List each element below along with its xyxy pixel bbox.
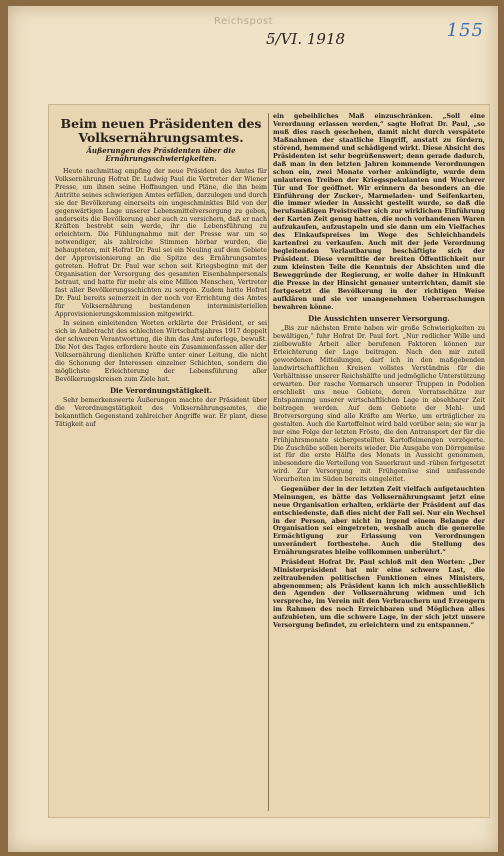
paragraph: Sehr bemerkenswerte Äußerungen machte der Präsident über die Verordnungstätigkeit des Volksernährungsamtes, die bekanntlich Gegenstand zahlreicher Angriffe war. Er plant, diese Tätigkeit auf — [55, 397, 267, 429]
handwritten-date: 5/VI. 1918 — [266, 30, 346, 48]
archive-sheet — [8, 6, 498, 852]
article-subheadline: Äußerungen des Präsidenten über die Ernährungsschwierigkeiten. — [86, 146, 236, 164]
article-headline: Beim neuen Präsidenten des Volksernährungsamtes. — [60, 116, 262, 145]
right-column — [273, 113, 485, 813]
section-heading: Die Aussichten unserer Versorgung. — [308, 313, 450, 323]
archive-number: 155 — [446, 20, 484, 41]
paragraph: „Bis zur nächsten Ernte haben wir große Schwierigkeiten zu bewältigen,“ fuhr Hofrat Dr. Paul fort. „Nur redlicher Wille und zielbewußte Arbeit aller berufenen Faktoren können zur Erleichterung der Lage beitragen. Nach den mir zuteil gewordenen Mitteilungen, darf ich in den maßgebenden landwirtschaftlichen Kreisen vollstes Verständnis für die Verhältnisse unserer Reichshälfte und jedmögliche Unterstützung erwarten. Der rasche Vormarsch unserer Truppen in Podolien erschließt uns neue Gebiete, deren Vorratsschätze zur Entspannung unserer wirtschaftlichen Lage in absehbarer Zeit beitragen werden. Auf dem Gebiete der Mehl- und Brotversorgung sind alle Kräfte am Werke, um erträglicher zu gestalten. Auch die Kartoffelnot wird bald vorüber sein; sie war ja nur eine Folge der letzten Fröste, die den Antransport der für die Frühjahrsmonate sichergestellten Kartoffelmengen verzögerte. Die Zuschübe sollen bereits wieder. Die Ausgabe von Dörrgemüse ist für die erste Hälfte des Monats in Aussicht genommen, inbesondere die Verteilung von Sauerkraut und -rüben fortgesetzt wird. Zur Versorgung mit Frühgemüse sind umfassende Vorarbeiten im Süden bereits eingeleitet. — [273, 325, 485, 484]
column-divider — [268, 113, 269, 811]
paragraph: In seinen einleitenden Worten erklärte der Präsident, er sei sich in Anbetracht des schlechten Wirtschaftsjahres 1917 doppelt der schweren Verantwortung, die ihm das Amt auferlege, bewußt. Die Not des Tages erfordere heute ein Zusammenfassen aller der Volksernährung dienlichen Kräfte unter einer Leitung, die nicht die Schonung der Interessen einzelner Schichten, sondern die möglichste Erleichterung der Lebensführung aller Bevölkerungskreisen zum Ziele hat. — [55, 320, 267, 383]
paragraph: ein gebeihliches Maß einzuschränken. „Soll eine Verordnung erlassen werden,“ sagte Hofrat Dr. Paul, „so muß dies rasch geschehen, damit nicht durch verspätete Maßnahmen der staatliche Eingriff, anstatt zu fördern, störend, hemmend und schädigend wirkt. Diese Absicht des Präsidenten ist sehr begrüßenswert; denn gerade dadurch, daß man in den letzten Jahren kommende Verordnungen schon ein, zwei Monate vorher ankündigte, wurde dem unlauteren Treiben der Kriegsspekulanten und Wucherer Tür und Tor geöffnet. Wir erinnern da besonders an die Einführung der Zucker-, Marmeladen- und Seifenkarten, die immer wieder in Aussicht gestellt wurde, so daß die berufsmäßigen Preistreiber sich zur wirklichen Einführung der Karten Zeit genug hatten, die noch vorhandenen Waren aufzukaufen, aufzustapeln und sie dann um ein Vielfaches des Einkaufspreises im Wege des Schleichhandels kartenfrei zu verkaufen. Auch mit der jede Verordnung begleitenden Verlautbarung beschäftigte sich der Präsident. Diese vermittle der breiten Öffentlichkeit nur zum kleinsten Teile die Kenntnis der Absichten und die Beweggründe der Regierung, er wolle daher in Hinkunft die Presse in der Hinsicht genauer unterrichten, damit sie fortgesetzt die Bevölkerung in der richtigen Weise aufklären und sie vor unangenehmen Ueberraschungen bewahren könne. — [273, 113, 485, 311]
section-heading: Die Verordnungstätigkeit. — [109, 385, 213, 395]
left-column — [55, 113, 267, 813]
paragraph: Präsident Hofrat Dr. Paul schloß mit den Worten: „Der Ministerpräsident hat mir eine schwere Last, die zeitraubenden politischen Funktionen eines Ministers, abgenommen; als Präsident kann ich mich ausschließlich den Agenden der Volksernährung widmen und ich verspreche, im Verein mit den Verbrauchern und Erzeugern im Rahmen des noch Erreichbaren und Möglichen alles aufzubieten, um die schwere Lage, in der sich jetzt unsere Versorgung befindet, zu erleichtern und zu entspannen.“ — [273, 558, 485, 630]
newspaper-clipping — [48, 104, 490, 818]
paragraph: Heute nachmittag empfing der neue Präsident des Amtes für Volksernährung Hofrat Dr. Ludwig Paul die Vertreter der Wiener Presse, um ihnen seine Hoffnungen und Pläne, die ihn beim Antritte seines schwierigen Amtes erfüllen, darzulegen und durch sie der Bevölkerung einerseits ein ungeschminktes Bild von der gegenwärtigen Lage unserer Lebensmittelversorgung zu geben, anderseits die Bevölkerung aber auch zu versichern, daß er nach Kräften bestrebt sein werde, ihr die Lebensführung zu erleichtern. Die Fühlungnahme mit der Presse war um so notwendiger, als zahlreiche Stimmen hörbar wurden, die behaupteten, mit Hofrat Dr. Paul sei ein Neuling auf dem Gebiete der Approvisionierung an die Spitze des Ernährungsamtes getreten. Hofrat Dr. Paul war schon seit Kriegsbeginn mit der Organisation der Versorgung des gesamten Eisenbahnpersonals betraut, und hatte für mehr als eine Million Menschen, Vertreter fast aller Bevölkerungsschichten zu sorgen. Zudem hatte Hofrat Dr. Paul bereits seinerzeit in der noch vor Errichtung des Amtes für Volksernährung bestandenen interministeriellen Approvisionierungskommission mitgewirkt. — [55, 167, 267, 318]
paragraph: Gegenüber der in der letzten Zeit vielfach aufgetauchten Meinungen, es hätte das Volksernährungsamt jetzt eine neue Organisation erhalten, erklärte der Präsident auf das entschiedenste, daß dies nicht der Fall sei. Nur ein Wechsel in der Person, aber nicht in irgend einem Belange der Organisation sei eingetreten, weshalb auch die generelle Ermächtigung zur Erlassung von Verordnungen unverändert fortbestehe. Auch die Stellung des Ernährungsrates bleibe vollkommen unberührt.“ — [273, 485, 485, 557]
newspaper-stamp: Reichspost — [214, 16, 274, 27]
